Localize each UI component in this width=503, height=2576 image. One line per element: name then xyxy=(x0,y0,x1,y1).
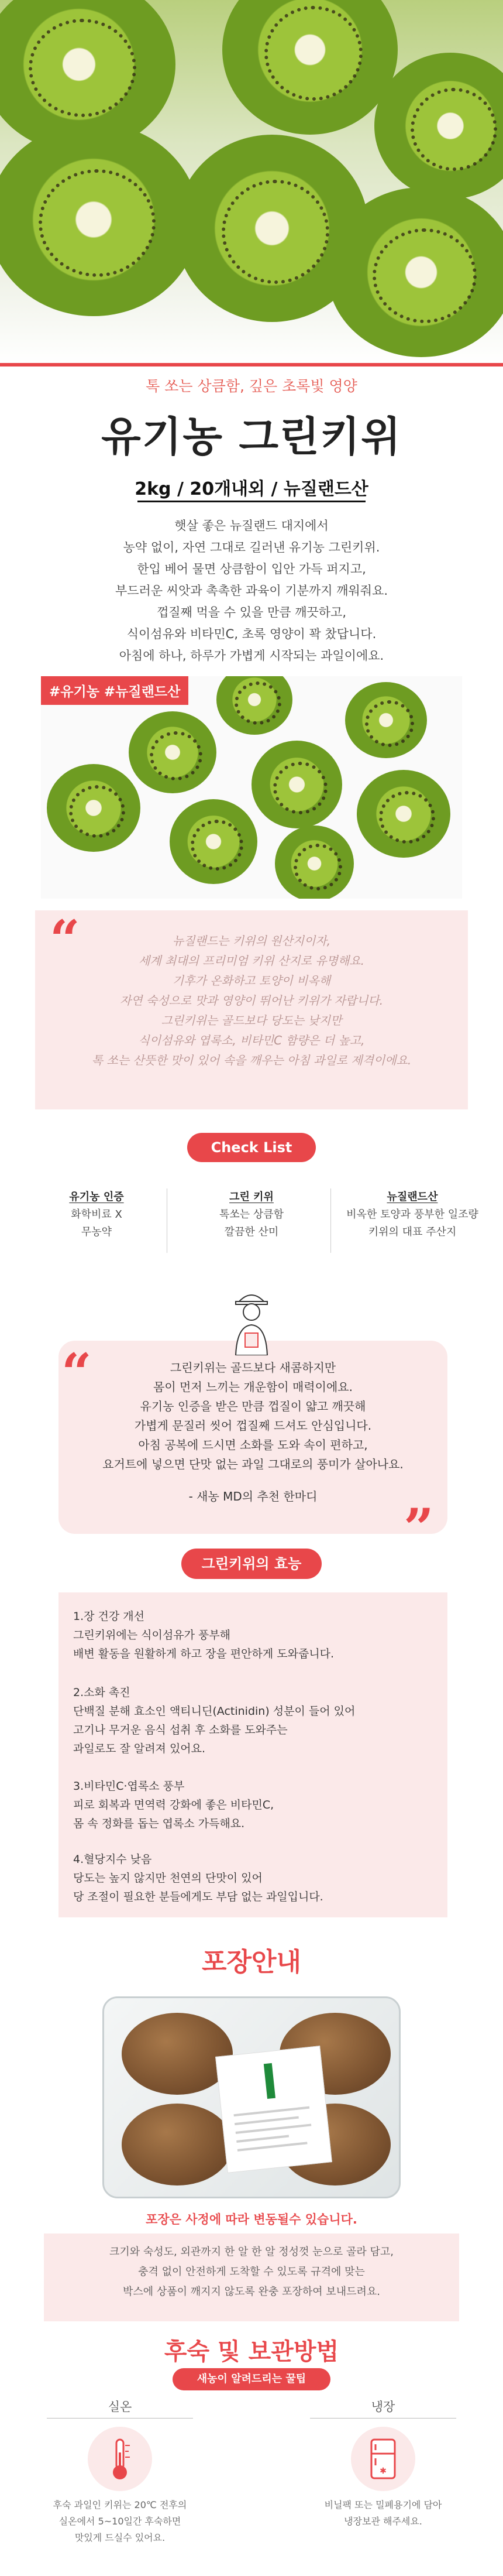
intro-text xyxy=(0,515,503,667)
check-item-organic xyxy=(35,1188,158,1241)
benefit-title: 1.장 건강 개선 xyxy=(73,1610,144,1623)
benefit-line: 배변 활동을 원활하게 하고 장을 편안하게 도와줍니다. xyxy=(73,1647,335,1660)
intro-line: 껍질째 먹을 수 있을 만큼 깨끗하고, xyxy=(156,605,347,619)
benefit-title: 3.비타민C·엽록소 풍부 xyxy=(73,1780,185,1793)
storage-fridge-label: 냉장 xyxy=(371,2400,395,2414)
check-item-nz xyxy=(333,1188,491,1241)
check-item-line: 화학비료 X xyxy=(71,1208,122,1221)
check-item-line: 무농약 xyxy=(81,1226,112,1238)
storage-divider xyxy=(47,2418,193,2419)
benefit-item xyxy=(73,1607,436,1663)
thermometer-icon xyxy=(88,2427,152,2491)
benefit-item xyxy=(73,1850,436,1906)
product-title: 유기농 그린키위 xyxy=(101,413,402,461)
product-spec: 2kg / 20개내외 / 뉴질랜드산 xyxy=(135,479,368,499)
svg-text:✱: ✱ xyxy=(380,2467,387,2476)
spec-underline xyxy=(137,501,366,502)
quote-open-icon: “ xyxy=(50,909,80,971)
storage-title: 후숙 및 보관방법 xyxy=(164,2338,339,2365)
benefit-line: 몸 속 정화를 돕는 엽록소 가득해요. xyxy=(73,1817,245,1830)
benefit-line: 피로 회복과 면역력 강화에 좋은 비타민C, xyxy=(73,1799,274,1811)
storage-tip-badge: 새농이 알려드리는 꿀팁 xyxy=(173,2368,330,2390)
origin-quote-text xyxy=(35,931,468,1070)
intro-line: 아침에 하나, 하루가 가볍게 시작되는 과일이에요. xyxy=(119,649,384,663)
package-photo xyxy=(102,1996,401,2198)
packaging-line: 충격 없이 안전하게 도착할 수 있도록 규격에 맞는 xyxy=(138,2266,365,2278)
quote-line: 자연 숙성으로 맛과 영양이 뛰어난 키위가 자랍니다. xyxy=(119,994,384,1008)
benefit-line: 당 조절이 필요한 분들에게도 부담 없는 과일입니다. xyxy=(73,1890,323,1903)
md-line: 몸이 먼저 느끼는 개운함이 매력이에요. xyxy=(153,1380,353,1394)
check-item-green xyxy=(181,1188,322,1241)
storage-room-text xyxy=(47,2497,193,2546)
benefit-line: 단백질 분해 효소인 액티니딘(Actinidin) 성분이 들어 있어 xyxy=(73,1705,356,1718)
storage-room-line: 실온에서 5~10일간 후숙하면 xyxy=(58,2516,181,2527)
check-item-head: 뉴질랜드산 xyxy=(387,1191,438,1203)
benefit-line: 그린키위에는 식이섬유가 풍부해 xyxy=(73,1629,231,1642)
intro-line: 부드러운 씨앗과 촉촉한 과육이 기분까지 깨워줘요. xyxy=(115,584,388,598)
storage-fridge-line: 냉장보관 해주세요. xyxy=(344,2516,422,2527)
packaging-title: 포장안내 xyxy=(201,1947,301,1977)
hero-kiwi-image xyxy=(0,0,503,363)
storage-room-label: 실온 xyxy=(108,2400,132,2414)
quote-line: 기후가 온화하고 토양이 비옥해 xyxy=(172,974,331,988)
storage-fridge-line: 비닐팩 또는 밀폐용기에 담아 xyxy=(324,2499,442,2510)
storage-divider xyxy=(310,2418,456,2419)
md-line: 요거트에 넣으면 단맛 없는 과일 그대로의 풍미가 살아나요. xyxy=(102,1457,404,1471)
quote-line: 식이섬유와 엽록소, 비타민C 함량은 더 높고, xyxy=(138,1033,365,1047)
check-item-head: 그린 키위 xyxy=(229,1191,274,1203)
refrigerator-icon xyxy=(351,2427,415,2491)
storage-room-line: 맛있게 드실수 있어요. xyxy=(74,2532,166,2543)
check-divider xyxy=(330,1188,331,1253)
packaging-line: 크기와 숙성도, 외관까지 한 알 한 알 정성껏 눈으로 골라 담고, xyxy=(109,2246,394,2258)
check-item-line: 깔끔한 산미 xyxy=(224,1226,279,1238)
benefit-line: 고기나 무거운 음식 섭취 후 소화를 도와주는 xyxy=(73,1724,288,1736)
intro-line: 식이섬유와 비타민C, 초록 영양이 꽉 찼답니다. xyxy=(126,627,377,641)
md-line: 그린키위는 골드보다 새콤하지만 xyxy=(170,1361,336,1375)
md-quote-text xyxy=(58,1358,447,1506)
quote-line: 톡 쏘는 산뜻한 맛이 있어 속을 깨우는 아침 과일로 제격이에요. xyxy=(91,1053,412,1067)
check-list-badge: Check List xyxy=(187,1133,316,1162)
packaging-note: 포장은 사정에 따라 변동될수 있습니다. xyxy=(146,2212,357,2226)
check-item-line: 비옥한 토양과 풍부한 일조량 xyxy=(346,1208,478,1221)
quote-line: 뉴질랜드는 키위의 원산지이자, xyxy=(172,934,331,948)
benefits-badge: 그린키위의 효능 xyxy=(181,1549,322,1579)
intro-line: 농약 없이, 자연 그대로 길러낸 유기농 그린키위. xyxy=(123,540,380,554)
benefit-title: 2.소화 촉진 xyxy=(73,1686,130,1699)
benefit-item xyxy=(73,1777,436,1833)
quote-open-icon: “ xyxy=(61,1342,92,1404)
storage-fridge-text xyxy=(310,2497,456,2530)
storage-room-line: 후숙 과일인 키위는 20℃ 전후의 xyxy=(53,2499,187,2510)
kiwi-halves-photo xyxy=(41,676,462,899)
tagline: 톡 쏘는 상큼함, 깊은 초록빛 영양 xyxy=(146,378,357,395)
hero-divider xyxy=(0,363,503,366)
check-item-line: 키위의 대표 주산지 xyxy=(368,1226,457,1238)
intro-line: 햇살 좋은 뉴질랜드 대지에서 xyxy=(174,519,329,533)
packaging-line: 박스에 상품이 깨지지 않도록 완충 포장하여 보내드려요. xyxy=(123,2286,380,2298)
benefit-line: 과일로도 잘 알려져 있어요. xyxy=(73,1742,206,1755)
md-line: 가볍게 문질러 씻어 껍질째 드셔도 안심입니다. xyxy=(134,1419,372,1433)
benefit-line: 당도는 높지 않지만 천연의 단맛이 있어 xyxy=(73,1872,263,1885)
benefit-item xyxy=(73,1683,436,1758)
intro-line: 한입 베어 물면 상큼함이 입안 가득 퍼지고, xyxy=(137,562,366,576)
md-signature: - 새농 MD의 추천 한마디 xyxy=(188,1489,318,1503)
md-line: 유기농 인증을 받은 만큼 껍질이 얇고 깨끗해 xyxy=(140,1399,366,1413)
benefit-title: 4.혈당지수 낮음 xyxy=(73,1853,152,1866)
hashtag-badge: #유기농 #뉴질랜드산 xyxy=(41,676,188,705)
quote-line: 세계 최대의 프리미엄 키위 산지로 유명해요. xyxy=(139,954,364,968)
check-item-line: 톡쏘는 상큼함 xyxy=(219,1208,284,1221)
check-item-head: 유기농 인증 xyxy=(69,1191,124,1203)
md-line: 아침 공복에 드시면 소화를 도와 속이 편하고, xyxy=(138,1438,368,1452)
farmer-icon xyxy=(230,1285,273,1355)
quote-close-icon: ” xyxy=(404,1497,434,1559)
packaging-text xyxy=(44,2242,459,2302)
quote-line: 그린키위는 골드보다 당도는 낮지만 xyxy=(161,1013,342,1027)
